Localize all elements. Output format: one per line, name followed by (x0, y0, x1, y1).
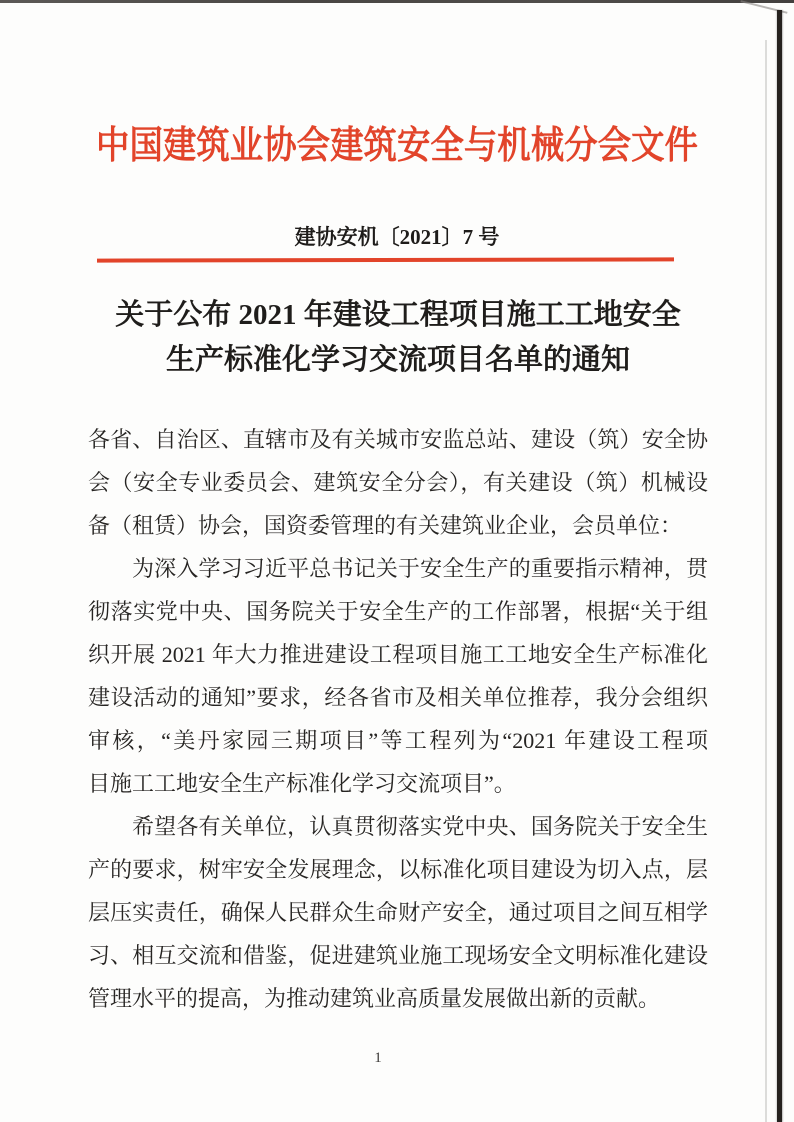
scan-edge-right-light (765, 40, 767, 1122)
document-body (88, 418, 708, 1020)
scan-edge-top (0, 0, 794, 3)
closing-paragraph (88, 805, 708, 1020)
body-line: 建设活动的通知”要求，经各省市及相关单位推荐，我分会组织 (88, 685, 708, 710)
body-line: 产的要求，树牢安全发展理念，以标准化项目建设为切入点，层 (88, 857, 708, 882)
body-line: 为深入学习习近平总书记关于安全生产的重要指示精神，贯 (132, 556, 708, 581)
body-line: 备（租赁）协会，国资委管理的有关建筑业企业，会员单位： (88, 513, 683, 538)
body-line: 习、相互交流和借鉴，促进建筑业施工现场安全文明标准化建设 (88, 943, 708, 968)
page-number: 1 (374, 1050, 382, 1066)
body-line: 管理水平的提高，为推动建筑业高质量发展做出新的贡献。 (88, 986, 661, 1011)
body-line: 织开展 2021 年大力推进建设工程项目施工工地安全生产标准化 (88, 642, 708, 667)
body-line: 审核，“美丹家园三期项目”等工程列为“2021 年建设工程项 (88, 728, 708, 753)
org-header-title: 中国建筑业协会建筑安全与机械分会文件 (96, 125, 698, 167)
main-body-paragraph (88, 547, 708, 805)
red-divider-line (97, 257, 674, 262)
scan-edge-right-dark (777, 10, 782, 1122)
body-line: 彻落实党中央、国务院关于安全生产的工作部署，根据“关于组 (88, 599, 708, 624)
document-number: 建协安机〔2021〕7 号 (294, 225, 500, 249)
document-title-line-1: 关于公布 2021 年建设工程项目施工工地安全 (115, 299, 681, 331)
document-title-line-2: 生产标准化学习交流项目名单的通知 (165, 344, 630, 376)
body-line: 目施工工地安全生产标准化学习交流项目”。 (88, 771, 516, 796)
body-line: 层压实责任，确保人民群众生命财产安全，通过项目之间互相学 (88, 900, 708, 925)
body-line: 希望各有关单位，认真贯彻落实党中央、国务院关于安全生 (132, 814, 708, 839)
salutation-paragraph (88, 418, 708, 547)
body-line: 各省、自治区、直辖市及有关城市安监总站、建设（筑）安全协 (88, 427, 708, 452)
body-line: 会（安全专业委员会、建筑安全分会），有关建设（筑）机械设 (88, 470, 708, 495)
document-title (88, 293, 708, 383)
